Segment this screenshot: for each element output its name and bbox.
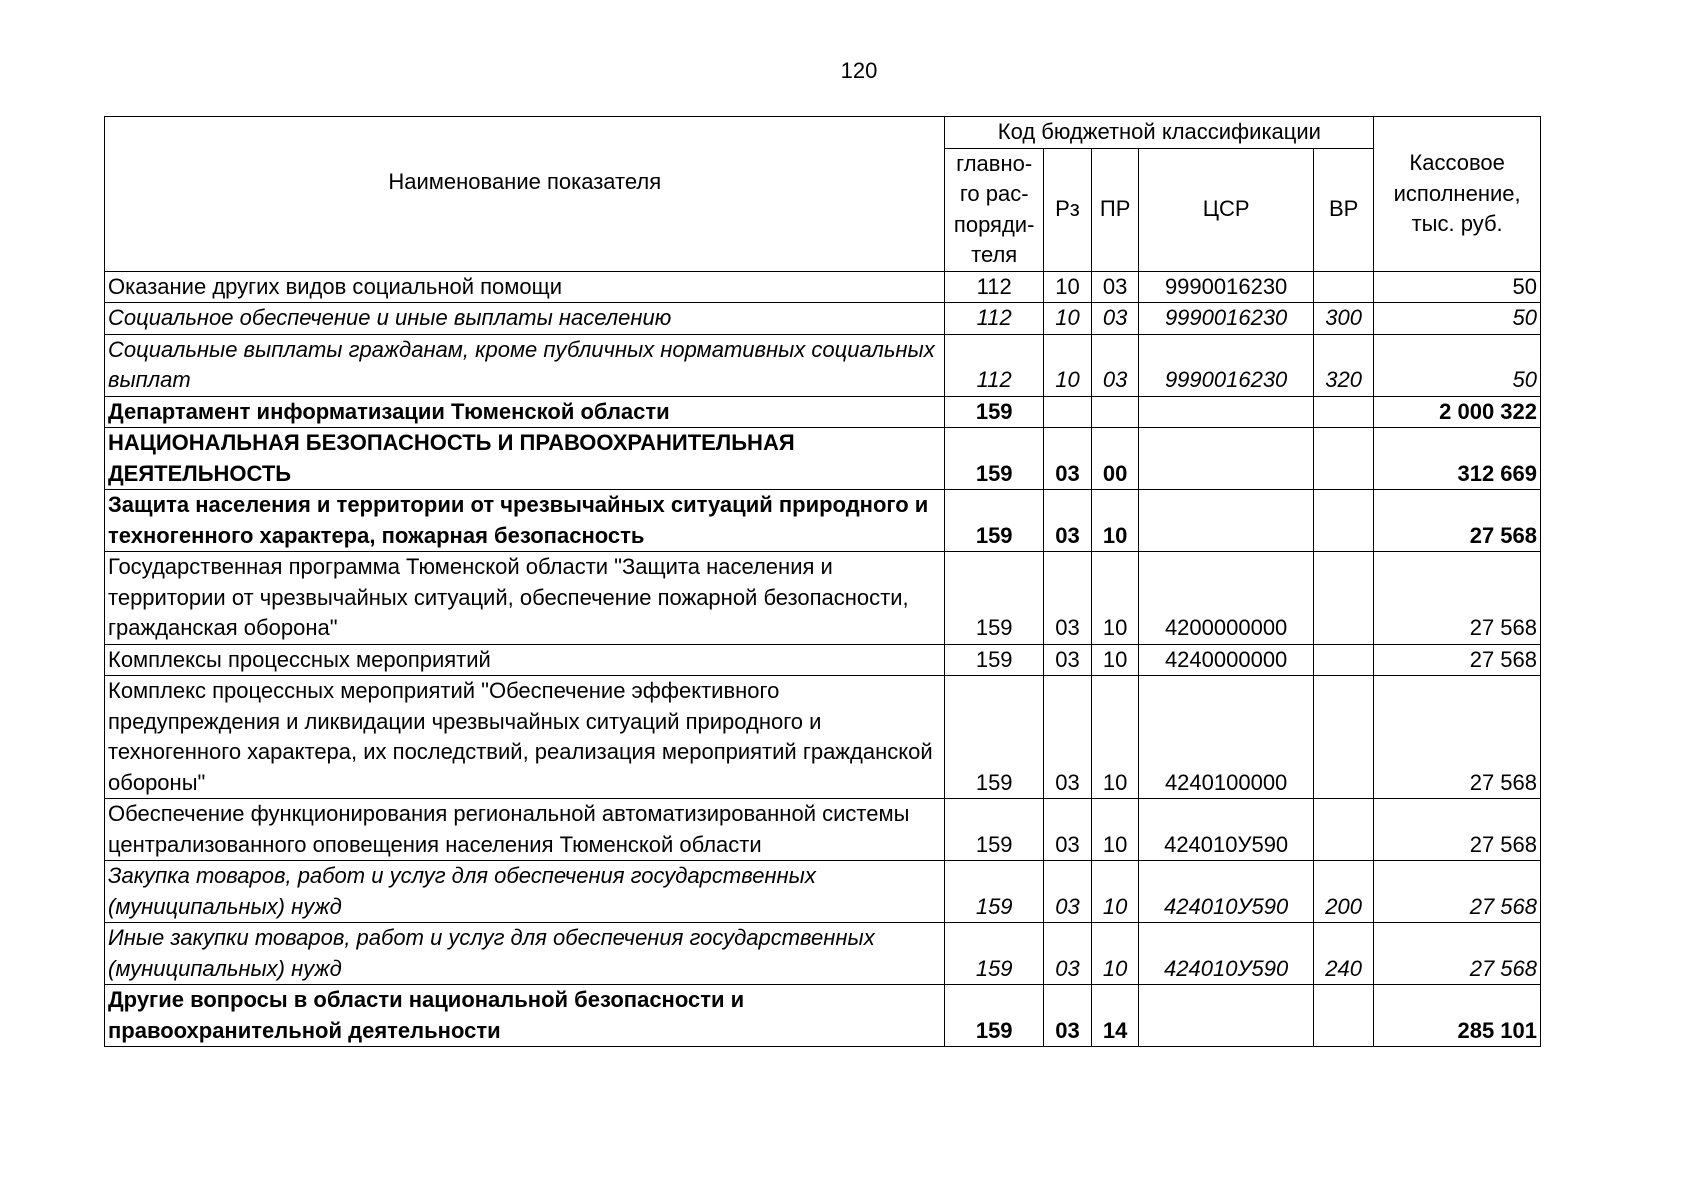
cell-amount: 2 000 322 [1374,396,1541,428]
cell-pr: 14 [1092,985,1139,1047]
cell-pr: 03 [1092,334,1139,396]
cell-glav: 159 [945,799,1043,861]
table-row [105,396,1541,428]
cell-csr [1139,985,1314,1047]
cell-pr: 10 [1092,552,1139,645]
cell-glav: 159 [945,396,1043,428]
header-amount-line: Кассовое [1409,150,1505,175]
cell-csr: 9990016230 [1139,271,1314,303]
table-row [105,490,1541,552]
cell-vr [1313,799,1373,861]
cell-rz: 10 [1043,271,1091,303]
cell-amount: 27 568 [1374,644,1541,676]
cell-glav: 159 [945,676,1043,799]
table-row [105,644,1541,676]
cell-glav: 159 [945,552,1043,645]
cell-vr [1313,552,1373,645]
cell-vr [1313,396,1373,428]
cell-amount: 285 101 [1374,985,1541,1047]
header-csr: ЦСР [1139,148,1314,271]
cell-amount: 50 [1374,271,1541,303]
cell-amount: 50 [1374,334,1541,396]
cell-rz: 10 [1043,303,1091,335]
cell-glav: 159 [945,861,1043,923]
cell-glav: 112 [945,334,1043,396]
cell-rz: 03 [1043,985,1091,1047]
cell-csr: 424010У590 [1139,799,1314,861]
cell-csr: 4240100000 [1139,676,1314,799]
table-row [105,799,1541,861]
header-amount-line: тыс. руб. [1411,211,1503,236]
page-number: 120 [840,58,878,83]
cell-amount: 27 568 [1374,552,1541,645]
table-row [105,676,1541,799]
cell-rz [1043,396,1091,428]
cell-amount: 50 [1374,303,1541,335]
cell-csr: 9990016230 [1139,334,1314,396]
header-vr: ВР [1313,148,1373,271]
table-row [105,428,1541,490]
header-glav-line: теля [971,242,1018,267]
cell-name: Департамент информатизации Тюменской области [105,396,945,428]
table-row [105,985,1541,1047]
cell-amount: 27 568 [1374,490,1541,552]
cell-rz: 03 [1043,923,1091,985]
cell-rz: 03 [1043,861,1091,923]
cell-pr: 03 [1092,303,1139,335]
cell-glav: 112 [945,303,1043,335]
cell-rz: 03 [1043,644,1091,676]
cell-name: Комплексы процессных мероприятий [105,644,945,676]
header-amount-line: исполнение, [1393,180,1521,206]
cell-name: Защита населения и территории от чрезвычайных ситуаций природного и техногенного характера, пожарная безопасность [105,490,945,552]
header-kbk-group: Код бюджетной классификации [945,117,1374,149]
cell-pr: 10 [1092,861,1139,923]
cell-name: Иные закупки товаров, работ и услуг для обеспечения государственных (муниципальных) нужд [105,923,945,985]
budget-table [104,116,1541,1047]
cell-glav: 159 [945,644,1043,676]
cell-csr: 424010У590 [1139,861,1314,923]
header-amount [1374,117,1541,272]
table-row [105,271,1541,303]
cell-pr [1092,396,1139,428]
header-glav-line: главно- [956,150,1033,176]
cell-name: Социальные выплаты гражданам, кроме публичных нормативных социальных выплат [105,334,945,396]
cell-vr [1313,985,1373,1047]
table-body [105,271,1541,1047]
cell-name: Закупка товаров, работ и услуг для обеспечения государственных (муниципальных) нужд [105,861,945,923]
cell-rz: 03 [1043,676,1091,799]
cell-rz: 03 [1043,490,1091,552]
cell-glav: 159 [945,923,1043,985]
cell-vr: 240 [1313,923,1373,985]
header-glav [945,148,1043,271]
cell-pr: 10 [1092,923,1139,985]
cell-rz: 03 [1043,799,1091,861]
table-row [105,861,1541,923]
cell-name: Государственная программа Тюменской области "Защита населения и территории от чрезвычайных ситуаций, обеспечение пожарной безопасности, гражданская оборона" [105,552,945,645]
cell-rz: 03 [1043,552,1091,645]
cell-vr [1313,644,1373,676]
cell-amount: 27 568 [1374,799,1541,861]
cell-csr: 4200000000 [1139,552,1314,645]
cell-name: Оказание других видов социальной помощи [105,271,945,303]
cell-vr [1313,428,1373,490]
cell-pr: 10 [1092,676,1139,799]
table-row [105,303,1541,335]
header-name: Наименование показателя [105,117,945,272]
cell-name: Другие вопросы в области национальной безопасности и правоохранительной деятельности [105,985,945,1047]
cell-vr [1313,490,1373,552]
cell-name: Социальное обеспечение и иные выплаты населению [105,303,945,335]
table-row [105,923,1541,985]
cell-glav: 112 [945,271,1043,303]
table-row [105,334,1541,396]
cell-amount: 27 568 [1374,676,1541,799]
cell-csr [1139,490,1314,552]
header-glav-line: го рас- [959,181,1029,206]
cell-vr [1313,676,1373,799]
cell-name: Обеспечение функционирования региональной автоматизированной системы централизованного оповещения населения Тюменской области [105,799,945,861]
cell-name: НАЦИОНАЛЬНАЯ БЕЗОПАСНОСТЬ И ПРАВООХРАНИТЕЛЬНАЯ ДЕЯТЕЛЬНОСТЬ [105,428,945,490]
cell-vr: 300 [1313,303,1373,335]
cell-pr: 10 [1092,799,1139,861]
table-row [105,552,1541,645]
cell-csr: 424010У590 [1139,923,1314,985]
cell-csr [1139,428,1314,490]
cell-amount: 312 669 [1374,428,1541,490]
cell-glav: 159 [945,490,1043,552]
cell-csr [1139,396,1314,428]
cell-vr [1313,271,1373,303]
cell-glav: 159 [945,428,1043,490]
cell-csr: 4240000000 [1139,644,1314,676]
cell-pr: 03 [1092,271,1139,303]
header-glav-line: поряди- [953,211,1035,237]
cell-rz: 03 [1043,428,1091,490]
cell-pr: 00 [1092,428,1139,490]
cell-amount: 27 568 [1374,861,1541,923]
header-rz: Рз [1043,148,1091,271]
cell-rz: 10 [1043,334,1091,396]
cell-pr: 10 [1092,644,1139,676]
cell-amount: 27 568 [1374,923,1541,985]
cell-vr: 320 [1313,334,1373,396]
cell-glav: 159 [945,985,1043,1047]
cell-vr: 200 [1313,861,1373,923]
cell-csr: 9990016230 [1139,303,1314,335]
header-pr: ПР [1092,148,1139,271]
cell-name: Комплекс процессных мероприятий "Обеспечение эффективного предупреждения и ликвидации чрезвычайных ситуаций природного и техногенного характера, их последствий, реализация мероприятий гражданской обороны" [105,676,945,799]
header-row-group [105,117,1541,149]
cell-pr: 10 [1092,490,1139,552]
